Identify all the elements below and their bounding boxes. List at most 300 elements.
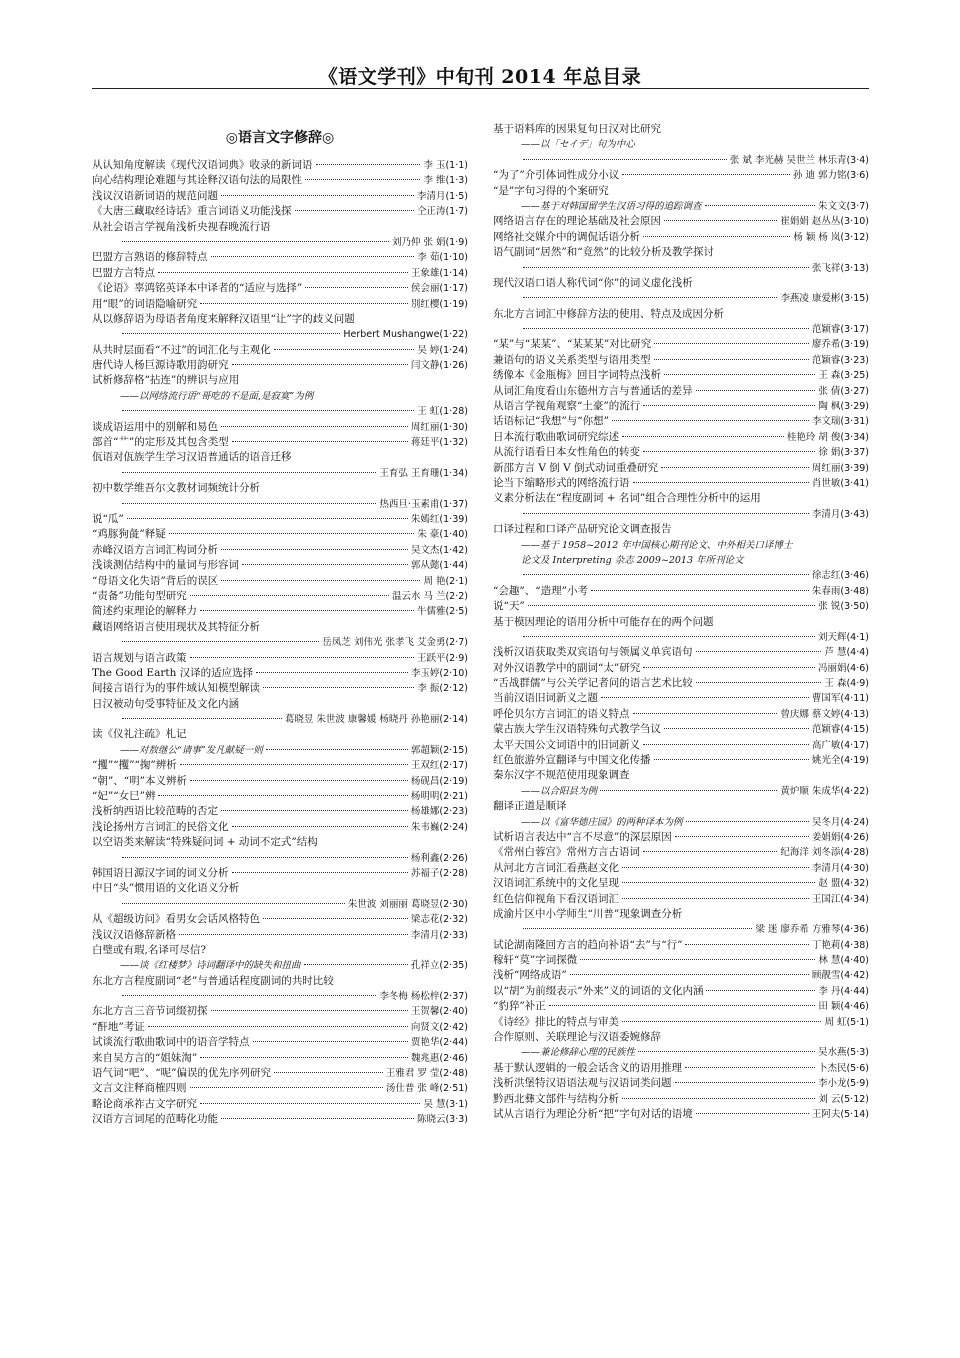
entry-author-page: 朱韦巍(2·24) <box>410 821 468 833</box>
leader-dots <box>654 359 809 360</box>
entry-author-page: 芦 慧(4·4) <box>824 647 869 659</box>
entry-title: “是”字句习得的个案研究 <box>493 184 609 197</box>
leader-dots <box>600 790 777 791</box>
toc-entry <box>92 1004 468 1019</box>
entry-title: 成渝片区中小学师生“川普”现象调查分析 <box>493 907 683 920</box>
entry-subtitle: ——以「セイデ」句为中心 <box>521 139 635 151</box>
toc-entry-author-line <box>92 327 468 342</box>
entry-title: 谈成语运用中的别解和易色 <box>92 420 218 433</box>
toc-entry <box>92 343 468 358</box>
toc-entry <box>493 892 869 907</box>
entry-author-page: 李 维(1·3) <box>423 175 468 187</box>
toc-entry-author-line <box>493 568 869 583</box>
leader-dots <box>523 297 777 298</box>
entry-title: 从认知角度解读《现代汉语词典》收录的新词语 <box>92 159 313 171</box>
leader-dots <box>190 595 389 596</box>
toc-entry <box>92 420 468 435</box>
entry-title: “舌战群儒”与公关学记者问的语言艺术比较 <box>493 677 693 690</box>
leader-dots <box>664 220 777 221</box>
toc-entry-subtitle-line <box>493 815 869 830</box>
leader-dots <box>122 472 376 473</box>
entry-title: 浅析“网络成语” <box>493 969 567 982</box>
entry-author-page: 林 慧(4·40) <box>818 955 869 967</box>
section-heading: ◎语言文字修辞◎ <box>225 130 335 146</box>
toc-entry-author-line <box>493 507 869 522</box>
entry-title: “豹猝”补正 <box>493 1000 546 1013</box>
entry-title: 文言文注释商榷四则 <box>92 1082 187 1095</box>
toc-entry <box>493 1107 869 1122</box>
leader-dots <box>643 851 777 852</box>
entry-author-page: 汤仕普 张 峰(2·51) <box>385 1083 468 1095</box>
leader-dots <box>221 580 420 581</box>
entry-title: 部首“艹”的定形及其包含类型 <box>92 436 229 449</box>
leader-dots <box>622 882 815 883</box>
entry-author-page: 温云水 马 兰(2·2) <box>391 590 468 602</box>
entry-author-page: 孙 迪 郭力铭(3·6) <box>792 170 869 182</box>
entry-title: 义素分析法在“程度副词 + 名词”组合合理性分析中的运用 <box>493 492 761 505</box>
toc-entry-author-line <box>92 897 468 912</box>
entry-author-page: 范颖睿(3·23) <box>811 354 869 366</box>
leader-dots <box>622 1098 815 1099</box>
entry-title: 试析修辞格“拈连”的辨识与应用 <box>92 374 240 387</box>
entry-author-page: 李 玉(1·1) <box>423 160 468 171</box>
entry-title: “会趣”、“造理”小考 <box>493 584 588 597</box>
leader-dots <box>643 744 809 745</box>
toc-entry-author-line <box>493 322 869 337</box>
toc-entry <box>92 758 468 773</box>
entry-author-page: 吴 慧(3·1) <box>423 1098 468 1110</box>
entry-author-page: 朱世波 刘丽丽 葛晓昱(2·30) <box>347 898 468 910</box>
entry-title: 浅议汉语修辞新格 <box>92 928 176 941</box>
entry-title: 秦东汉字不规范使用现象调查 <box>493 769 630 782</box>
toc-entry <box>92 1020 468 1035</box>
leader-dots <box>122 241 389 242</box>
entry-title: 语言规划与语言政策 <box>92 651 187 664</box>
entry-author-page: 张 倩(3·27) <box>818 385 869 397</box>
entry-author-page: 杨雄娜(2·23) <box>410 806 468 818</box>
entry-title: 巴盟方言熟语的修辞特点 <box>92 251 208 264</box>
toc-entry <box>92 558 468 573</box>
leader-dots <box>304 964 408 965</box>
leader-dots <box>316 164 421 165</box>
entry-title: “鸡豚狗彘”释疑 <box>92 528 166 541</box>
leader-dots <box>622 867 809 868</box>
entry-title: 日本流行歌曲歌词研究综述 <box>493 430 619 443</box>
entry-author-page: 高广敏(4·17) <box>811 739 869 751</box>
leader-dots <box>180 764 408 765</box>
entry-title: 基于模因理论的语用分析中可能存在的两个问题 <box>493 615 714 628</box>
entry-title: 以空语类来解读“特殊疑问词 + 动词不定式”结构 <box>92 836 318 849</box>
entry-author-page: 吴文杰(1·42) <box>410 544 468 556</box>
entry-author-page: 李 振(2·12) <box>417 683 468 695</box>
toc-entry <box>493 753 869 768</box>
entry-author-page: 刘 云(5·12) <box>818 1093 869 1105</box>
toc-entry-subtitle-line <box>493 199 869 214</box>
entry-subtitle: ——基于 1958~2012 年中国核心期刊论文、中外相关口译博士 <box>521 539 793 551</box>
toc-entry <box>92 204 468 219</box>
entry-title: “为了”介引体词性成分小议 <box>493 169 620 182</box>
entry-author-page: 郭从懿(1·44) <box>410 560 468 572</box>
leader-dots <box>633 713 778 714</box>
entry-title: 赤峰汉语方言词汇构词分析 <box>92 543 218 556</box>
entry-author-page: 崔娟娟 赵丛丛(3·10) <box>780 216 869 228</box>
entry-author-page: 田 颖(4·46) <box>818 1001 869 1013</box>
entry-title: 用“眼”的词语隐喻研究 <box>92 297 198 310</box>
leader-dots <box>190 657 414 658</box>
toc-entry <box>92 804 468 819</box>
entry-author-page: 闫文静(1·26) <box>410 360 468 372</box>
entry-author-page: 周 虹(5·1) <box>824 1016 869 1028</box>
entry-title: 从《超级访问》看男女会话风格特色 <box>92 913 260 926</box>
entry-title: 唐代诗人杨巨源诗歌用韵研究 <box>92 359 229 372</box>
leader-dots <box>523 328 809 329</box>
entry-author-page: 周 艳(2·1) <box>423 575 468 587</box>
entry-title: 汉语方言词尾的范畴化功能 <box>92 1113 218 1126</box>
entry-author-page: 李清月(4·30) <box>811 862 869 874</box>
toc-entry <box>92 1051 468 1066</box>
entry-title: 东北方言词汇中修辞方法的使用、特点及成因分析 <box>493 307 724 320</box>
entry-title: 从以修辞语为母语者角度来解释汉语里“让”字的歧义问题 <box>92 312 355 325</box>
toc-entry-author-line <box>92 989 468 1004</box>
leader-dots <box>601 697 809 698</box>
entry-author-page: 张 锐(3·50) <box>818 601 869 613</box>
toc-entry <box>92 266 468 281</box>
entry-author-page: 肖世敏(3·41) <box>811 477 869 489</box>
toc-entry-subtitle-line <box>493 1045 869 1060</box>
entry-author-page: 李玉婷(2·10) <box>410 667 468 679</box>
toc-entry <box>493 368 869 383</box>
entry-author-page: 李清月(2·33) <box>410 929 468 941</box>
leader-dots <box>221 1118 414 1119</box>
entry-title: 语气词“吧”、“呢”偏误的优先序列研究 <box>92 1067 271 1080</box>
leader-dots <box>570 974 809 975</box>
entry-author-page: 王阿夫(5·14) <box>811 1109 869 1120</box>
leader-dots <box>169 533 415 534</box>
entry-title: 基于默认逻辑的一般会话含义的语用推理 <box>493 1061 682 1074</box>
entry-subtitle: ——基于对韩国留学生汉语习得的追踪调查 <box>521 200 702 212</box>
leader-dots <box>696 1113 809 1114</box>
leader-dots <box>274 349 415 350</box>
entry-author-page: Herbert Mushangwe(1·22) <box>343 329 468 341</box>
entry-author-page: 李文瑞(3·31) <box>811 416 869 428</box>
leader-dots <box>643 236 790 237</box>
toc-entry <box>92 435 468 450</box>
toc-entry <box>92 820 468 835</box>
entry-author-page: 郭超颖(2·15) <box>410 744 468 756</box>
entry-author-page: 徐 娟(3·37) <box>818 447 869 459</box>
toc-entry <box>493 938 869 953</box>
toc-entry <box>92 681 468 696</box>
entry-title: 韩国语日源汉字词的词义分析 <box>92 866 229 879</box>
title-rule <box>92 88 869 89</box>
leader-dots <box>122 333 340 334</box>
entry-title: 东北方言程度副词“老”与普通话程度副词的共时比较 <box>92 974 334 987</box>
entry-title: 试论湖南隆回方言的趋向补语“去”与“行” <box>493 938 683 951</box>
toc-entry <box>92 604 468 619</box>
toc-entry-author-line <box>92 712 468 727</box>
entry-title: 网络语言存在的理论基础及社会原因 <box>493 215 661 228</box>
leader-dots <box>221 549 408 550</box>
entry-author-page: 牛儒雅(2·5) <box>416 606 468 618</box>
entry-author-page: 岳凤芝 刘伟光 张孝飞 艾金勇(2·7) <box>322 637 468 649</box>
entry-title: 从河北方言词汇看燕赵文化 <box>493 861 619 874</box>
entry-title: The Good Earth 汉译的适应选择 <box>92 666 254 679</box>
toc-entry <box>493 399 869 414</box>
entry-title: 绣像本《金瓶梅》回目字词特点浅析 <box>493 369 661 382</box>
entry-title: 红色信仰视角下看汉语词汇 <box>493 892 619 905</box>
entry-title: 黔西北彝文部件与结构分析 <box>493 1092 619 1105</box>
toc-entry <box>92 527 468 542</box>
entry-author-page: 桂艳玲 胡 俊(3·34) <box>786 431 869 443</box>
entry-title: 白璧或有瑕,名译可尽信? <box>92 943 206 956</box>
toc-entry <box>493 476 869 491</box>
entry-title: 对外汉语教学中的副词“太”研究 <box>493 661 641 674</box>
leader-dots <box>263 687 414 688</box>
leader-dots <box>675 836 809 837</box>
toc-entry-author-line <box>493 630 869 645</box>
entry-title: 藏语网络语言使用现状及其特征分析 <box>92 620 260 633</box>
entry-author-page: 李 茹(1·10) <box>417 252 468 264</box>
entry-author-page: 刘乃仲 张 娟(1·9) <box>391 236 468 248</box>
entry-title: 网络社交媒介中的调侃话语分析 <box>493 230 640 243</box>
entry-title: 浅析洪堡特汉语语法观与汉语词类问题 <box>493 1077 672 1090</box>
leader-dots <box>654 343 809 344</box>
leader-dots <box>523 159 727 160</box>
entry-title: 读《仪礼注疏》札记 <box>92 728 187 741</box>
entry-author-page: 姜娟娟(4·26) <box>811 831 869 843</box>
entry-author-page: 李 丹(4·44) <box>818 985 869 997</box>
leader-dots <box>638 1051 815 1052</box>
leader-dots <box>705 205 815 206</box>
entry-author-page: 吴水燕(5·3) <box>817 1047 869 1059</box>
leader-dots <box>266 749 408 750</box>
toc-entry <box>493 214 869 229</box>
toc-entry-subtitle-line <box>493 784 869 799</box>
leader-dots <box>295 210 414 211</box>
entry-author-page: 李清月(3·43) <box>811 508 869 520</box>
entry-title: 东北方言三音节词缀初探 <box>92 1005 208 1018</box>
left-column <box>92 122 468 1128</box>
entry-subtitle: ——对敖继公“请事”发凡献疑一则 <box>120 744 263 756</box>
entry-title: 浅析纳西语比较范畴的否定 <box>92 805 218 818</box>
entry-author-page: 王国江(4·34) <box>811 893 869 905</box>
toc-entry <box>493 461 869 476</box>
leader-dots <box>179 934 408 935</box>
leader-dots <box>661 467 809 468</box>
leader-dots <box>242 564 408 565</box>
entry-title: 向心结构理论难题与其诠释汉语句法的局限性 <box>92 174 302 187</box>
toc-entry <box>493 691 869 706</box>
entry-title: 翻译正道是顺译 <box>493 800 567 813</box>
leader-dots <box>633 482 809 483</box>
entry-title: 简述约束理论的解释力 <box>92 605 197 618</box>
entry-author-page: 卜杰民(5·6) <box>817 1062 869 1074</box>
leader-dots <box>305 179 420 180</box>
entry-title: “酐地”考证 <box>92 1020 145 1033</box>
entry-author-page: 徐志红(3·46) <box>811 570 869 582</box>
toc-entry <box>92 1066 468 1081</box>
leader-dots <box>122 410 414 411</box>
leader-dots <box>696 390 816 391</box>
entry-author-page: 热西旦·玉素甫(1·37) <box>379 498 468 510</box>
toc-entry <box>493 414 869 429</box>
entry-subtitle: ——以《富华德庄园》的两种译本为例 <box>521 816 683 828</box>
entry-subtitle: ——谈《红楼梦》诗词翻译中的缺失和扭曲 <box>120 960 301 972</box>
leader-dots <box>200 610 414 611</box>
leader-dots <box>122 718 282 719</box>
toc-entry <box>493 430 869 445</box>
entry-title: 试从言语行为理论分析“把”字句对话的语境 <box>493 1108 693 1120</box>
entry-author-page: 王 虹(1·28) <box>417 406 468 418</box>
toc-entry <box>92 250 468 265</box>
leader-dots <box>643 451 815 452</box>
leader-dots <box>622 898 809 899</box>
right-column <box>493 122 869 1122</box>
toc-entry <box>92 789 468 804</box>
toc-entry <box>92 1081 468 1096</box>
entry-author-page: 梁 迷 廖乔希 方雅琴(4·36) <box>755 924 869 936</box>
leader-dots <box>122 995 376 996</box>
leader-dots <box>654 759 809 760</box>
entry-author-page: 李燕凌 康爱彬(3·15) <box>780 293 869 305</box>
entry-author-page: 王象雄(1·14) <box>410 267 468 279</box>
entry-author-page: 仝正涛(1·7) <box>416 206 468 218</box>
entry-title: 浅谈测估结构中的量词与形容词 <box>92 559 239 572</box>
entry-title: 太平天国公文词语中的旧词新义 <box>493 738 640 751</box>
leader-dots <box>612 420 809 421</box>
entry-title: 初中数学维吾尔文教材词频统计分析 <box>92 482 260 495</box>
entry-title: 《论语》辜鸿铭英译本中译者的“适应与选择” <box>92 282 303 295</box>
toc-entry <box>92 1097 468 1112</box>
entry-author-page: 王 森(3·25) <box>818 370 869 382</box>
entry-author-page: 贾艳华(2·44) <box>410 1037 468 1049</box>
toc-entry <box>493 830 869 845</box>
entry-title: 从流行语看日本女性角色的转变 <box>493 446 640 459</box>
toc-entry <box>92 774 468 789</box>
toc-entry-author-line <box>493 261 869 276</box>
leader-dots <box>523 267 809 268</box>
toc-entry <box>493 230 869 245</box>
toc-entry <box>493 1015 869 1030</box>
toc-entry <box>92 512 468 527</box>
entry-title: “妃”“女巳”辨 <box>92 790 156 803</box>
leader-dots <box>686 821 809 822</box>
toc-entry <box>493 999 869 1014</box>
entry-author-page: 朱春雨(3·48) <box>811 585 869 597</box>
entry-title: “母语文化失语”背后的误区 <box>92 574 219 587</box>
toc-entry <box>92 1112 468 1127</box>
toc-entry <box>92 589 468 604</box>
leader-dots <box>685 1067 815 1068</box>
entry-title: 《大唐三藏取经诗话》重言词语义功能浅探 <box>92 205 292 218</box>
entry-subtitle: ——以合阳县为例 <box>521 785 598 797</box>
entry-title: “朝”、“明”本义辨析 <box>92 774 187 787</box>
entry-title: 间接言语行为的事件域认知模型解读 <box>92 682 260 695</box>
leader-dots <box>200 1103 420 1104</box>
entry-title: “责备”功能句型研究 <box>92 589 187 602</box>
entry-author-page: 李清月(1·5) <box>416 190 468 202</box>
entry-author-page: 杨明明(2·21) <box>410 791 468 803</box>
entry-author-page: 王跃平(2·9) <box>416 652 468 664</box>
entry-author-page: 李小龙(5·9) <box>817 1078 869 1090</box>
leader-dots <box>232 364 408 365</box>
entry-title: 呼伦贝尔方言词汇的语义特点 <box>493 707 630 720</box>
entry-author-page: 王育弘 王育珊(1·34) <box>379 467 468 479</box>
toc-entry <box>92 358 468 373</box>
entry-title: 从语言学视角观察“土豪”的流行 <box>493 400 641 413</box>
leader-dots <box>221 810 408 811</box>
leader-dots <box>622 436 784 437</box>
entry-subtitle: 论文及 Interpreting 杂志 2009~2013 年所刊论文 <box>521 554 744 566</box>
entry-author-page: 杨 颖 杨 岚(3·12) <box>793 231 869 243</box>
leader-dots <box>591 590 809 591</box>
entry-author-page: 向贤文(2·42) <box>410 1021 468 1033</box>
entry-author-page: 葛晓昱 朱世波 康馨媛 杨晓丹 孙艳丽(2·14) <box>284 714 468 726</box>
toc-entry <box>493 645 869 660</box>
leader-dots <box>256 672 408 673</box>
entry-author-page: 蒋廷平(1·32) <box>410 437 468 449</box>
leader-dots <box>148 1026 408 1027</box>
entry-title: 红色旅游外宣翻译与中国文化传播 <box>493 754 651 767</box>
toc-entry-author-line <box>493 922 869 937</box>
leader-dots <box>232 826 408 827</box>
leader-dots <box>305 287 408 288</box>
toc-entry-author-line <box>92 235 468 250</box>
leader-dots <box>549 1005 816 1006</box>
entry-title: 说“天” <box>493 600 525 613</box>
entry-author-page: 李冬梅 杨松梓(2·37) <box>379 991 468 1003</box>
toc-entry <box>493 1061 869 1076</box>
leader-dots <box>528 605 816 606</box>
entry-author-page: 陈晓云(3·3) <box>416 1114 468 1126</box>
entry-author-page: 陶 枫(3·29) <box>818 401 869 413</box>
entry-title: 略论商承祚古文字研究 <box>92 1097 197 1110</box>
toc-entry <box>92 1035 468 1050</box>
entry-title: “某”与“某某”、“某某某”对比研究 <box>493 338 652 351</box>
leader-dots <box>263 918 408 919</box>
toc-entry <box>493 384 869 399</box>
entry-author-page: 范颖睿(3·17) <box>811 324 869 336</box>
toc-entry <box>92 189 468 204</box>
toc-entry <box>493 584 869 599</box>
toc-entry <box>493 661 869 676</box>
leader-dots <box>158 795 407 796</box>
entry-author-page: 朱文文(3·7) <box>817 200 869 212</box>
toc-entry-subtitle-line <box>92 958 468 973</box>
leader-dots <box>696 651 822 652</box>
right-entry-list <box>493 122 869 1122</box>
entry-author-page: 姚光全(4·19) <box>811 755 869 767</box>
entry-title: 日汉被动句受事特征及文化内涵 <box>92 697 239 710</box>
leader-dots <box>122 903 345 904</box>
entry-title: 佤语对佤族学生学习汉语普通话的语音迁移 <box>92 451 292 464</box>
leader-dots <box>643 667 815 668</box>
entry-title: 新邵方言 V 倒 V 倒式动词重叠研究 <box>493 461 659 474</box>
entry-author-page: 曹国军(4·11) <box>811 693 869 705</box>
leader-dots <box>158 272 408 273</box>
leader-dots <box>523 928 752 929</box>
leader-dots <box>232 872 408 873</box>
leader-dots <box>664 728 809 729</box>
toc-entry-author-line <box>92 851 468 866</box>
toc-entry <box>92 297 468 312</box>
entry-title: 浅析汉语获取类双宾语句与领属义单宾语句 <box>493 646 693 659</box>
entry-author-page: 王双红(2·17) <box>410 760 468 772</box>
toc-entry <box>92 543 468 558</box>
entry-author-page: 吴 婷(1·24) <box>417 344 468 356</box>
toc-entry <box>493 445 869 460</box>
entry-author-page: 张飞祥(3·13) <box>811 262 869 274</box>
